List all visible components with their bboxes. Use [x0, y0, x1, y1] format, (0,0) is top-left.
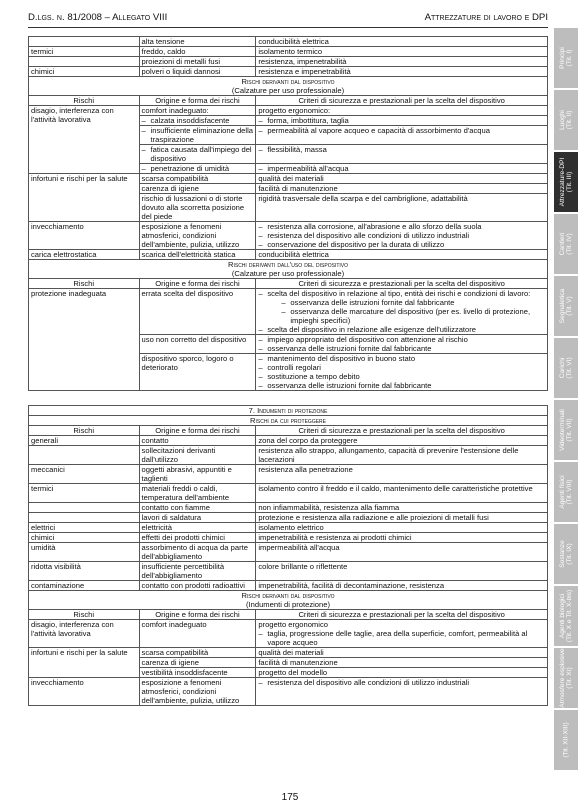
table-row: [29, 250, 548, 260]
table-row: [29, 484, 548, 503]
cell-origine: dispositivo sporco, logoro o deteriorato: [139, 354, 256, 391]
cell-rischio: [29, 446, 140, 465]
cell-origine: alta tensione: [139, 37, 256, 47]
cell-rischio: termici: [29, 484, 140, 503]
list-item: – conservazione del dispositivo per la durata di utilizzo: [258, 240, 545, 249]
cell-criteri: isolamento elettrico: [256, 523, 548, 533]
table-row: [29, 503, 548, 513]
cell-criteri: resistenza allo strappo, allungamento, capacità di prevenire l'estensione delle lacerazioni: [256, 446, 548, 465]
cell-origine: comfort inadeguato: [139, 620, 256, 648]
list-item: – taglia, progressione delle taglie, area della superficie, comfort, permeabilità al vapore acqueo: [258, 629, 545, 647]
cell-criteri: impenetrabilità, facilità di decontaminazione, resistenza: [256, 581, 548, 591]
list-item: – mantenimento del dispositivo in buono stato: [258, 354, 545, 363]
cell-origine: contatto con fiamme: [139, 503, 256, 513]
cell-origine: vestibilità insoddisfacente: [139, 668, 256, 678]
section-title: Rischi derivanti dal dispositivo: [241, 591, 335, 600]
cell-rischio: generali: [29, 436, 140, 446]
cell-origine: scarica dell'elettricità statica: [139, 250, 256, 260]
cell-criteri: impenetrabilità e resistenza ai prodotti chimici: [256, 533, 548, 543]
cell-rischio: disagio, interferenza con l'attività lavorativa: [29, 620, 140, 648]
cell-rischio: termici: [29, 47, 140, 57]
list-item: – flessibilità, massa: [258, 145, 545, 154]
chapter-tab: [554, 524, 578, 584]
col-header-criteri: Criteri di sicurezza e prestazionali per la scelta del dispositivo: [256, 610, 548, 620]
cell-criteri: resistenza alla penetrazione: [256, 465, 548, 484]
col-header-origine: Origine e forma dei rischi: [139, 426, 256, 436]
list-item: – osservanza delle istruzioni fornite dal fabbricante: [281, 298, 545, 307]
cell-criteri: qualità dei materiali: [256, 174, 548, 184]
cell-rischio: contaminazione: [29, 581, 140, 591]
chapter-tab-label: Segnaletica (Tit. V): [559, 288, 573, 324]
section-subtitle: (Indumenti di protezione): [246, 600, 330, 609]
column-headers: [29, 426, 548, 436]
cell-origine: carenza di igiene: [139, 184, 256, 194]
list-item: – scelta del dispositivo in relazione alle esigenze dell'utilizzatore: [258, 325, 545, 334]
table-row: [29, 513, 548, 523]
cell-origine: elettricità: [139, 523, 256, 533]
cell-rischio: infortuni e rischi per la salute: [29, 648, 140, 678]
chapter-tab-label: Carichi (Tit. VI): [559, 357, 573, 379]
table-row: [29, 174, 548, 184]
cell-rischio: protezione inadeguata: [29, 289, 140, 391]
chapter-tab-label: Agenti fisici (Tit. VIII): [559, 475, 573, 509]
rows-rischi: [29, 436, 548, 591]
table-row: [29, 562, 548, 581]
list-item: – insufficiente eliminazione della traspirazione: [142, 126, 254, 144]
list-item: – resistenza del dispositivo alle condizioni di utilizzo industriali: [258, 678, 545, 687]
table-row: [29, 67, 548, 77]
table-row: [29, 47, 548, 57]
cell-origine: contatto: [139, 436, 256, 446]
col-header-origine: Origine e forma dei rischi: [139, 96, 256, 106]
table-row: [29, 620, 548, 648]
col-header-origine: Origine e forma dei rischi: [139, 279, 256, 289]
cell-origine: esposizione a fenomeni atmosferici, condizioni dell'ambiente, pulizia, utilizzo: [139, 678, 256, 706]
table-row: [29, 446, 548, 465]
cell-rischio: chimici: [29, 533, 140, 543]
cell-origine: freddo, caldo: [139, 47, 256, 57]
chapter-tab: [554, 648, 578, 708]
cell-rischio: disagio, interferenza con l'attività lavorativa: [29, 106, 140, 174]
chapter-tab: [554, 710, 578, 770]
chapter-tab-label: Agenti biologici (Tit. X e Tit. X-bis): [559, 589, 573, 643]
table-row: [29, 436, 548, 446]
list-item: – resistenza alla corrosione, all'abrasione e allo sforzo della suola: [258, 222, 545, 231]
list-item: – osservanza delle istruzioni fornite dal fabbricante: [258, 344, 545, 353]
cell-criteri: conducibilità elettrica: [256, 250, 548, 260]
table-row: [29, 106, 548, 116]
cell-origine: materiali freddi o caldi, temperatura dell'ambiente: [139, 484, 256, 503]
table-row: [29, 37, 548, 47]
col-header-rischi: Rischi: [29, 610, 140, 620]
cell-origine: contatto con prodotti radioattivi: [139, 581, 256, 591]
chapter-tab: [554, 400, 578, 460]
chapter-tab-label: (Tit. XII-XIII): [562, 722, 570, 758]
section-header: [29, 591, 548, 610]
cell-criteri: conducibilità elettrica: [256, 37, 548, 47]
chapter-tab-label: Sostanze (Tit. IX): [559, 540, 573, 568]
cell-criteri: resistenza e impenetrabilità: [256, 67, 548, 77]
chapter-tab-label: Principi (Tit. I): [559, 47, 573, 69]
page-number: 175: [281, 792, 299, 803]
cell-origine: assorbimento di acqua da parte dell'abbigliamento: [139, 543, 256, 562]
list-item: – osservanza delle marcature del dispositivo (per es. livello di protezione, impieghi specifici): [281, 307, 545, 325]
chapter-tab: [554, 214, 578, 274]
table-row: [29, 581, 548, 591]
cell-rischio: infortuni e rischi per la salute: [29, 174, 140, 222]
list-item: – impermeabilità all'acqua: [258, 164, 545, 173]
section-title: Rischi derivanti dal dispositivo: [241, 77, 335, 86]
list-item: – controlli regolari: [258, 363, 545, 372]
chapter-tab: [554, 586, 578, 646]
col-header-rischi: Rischi: [29, 426, 140, 436]
list-item: – osservanza delle istruzioni fornite dal fabbricante: [258, 381, 545, 390]
chapter-tab-label: Atmosfere esplosive (Tit. XI): [559, 648, 573, 708]
list-item: – scelta del dispositivo in relazione al tipo, entità dei rischi e condizioni di lavoro: – osservanza delle istruzioni fornite dal fabbricante – osservanza delle marcature del dispositivo (per es. livello di protezione, impieghi specifici): [258, 289, 545, 325]
cell-origine: oggetti abrasivi, appuntiti e taglienti: [139, 465, 256, 484]
chapter-tab-label: Cantieri (Tit. IV): [559, 232, 573, 256]
col-header-criteri: Criteri di sicurezza e prestazionali per la scelta del dispositivo: [256, 96, 548, 106]
section-title: Rischi da cui proteggere: [29, 416, 548, 426]
cell-rischio: elettrici: [29, 523, 140, 533]
cell-origine: scarsa compatibilità: [139, 648, 256, 658]
table-row: [29, 648, 548, 658]
cell-rischio: ridotta visibilità: [29, 562, 140, 581]
cell-criteri: non infiammabilità, resistenza alla fiamma: [256, 503, 548, 513]
chapter-tab: [554, 152, 578, 212]
cell-origine: scarsa compatibilità: [139, 174, 256, 184]
header-right: Attrezzature di lavoro e DPI: [424, 12, 548, 23]
chapter-tab-label: Luoghi (Tit. II): [559, 110, 573, 130]
cell-rischio: invecchiamento: [29, 222, 140, 250]
cell-rischio: [29, 513, 140, 523]
chapter-tab: [554, 462, 578, 522]
cell-criteri: progetto ergonomico: [258, 620, 328, 629]
list-item: – sostituzione a tempo debito: [258, 372, 545, 381]
chapter-tab: [554, 90, 578, 150]
chapter-tab: [554, 338, 578, 398]
column-headers: [29, 96, 548, 106]
running-header: [28, 9, 548, 28]
table-title-row: [29, 406, 548, 416]
cell-origine: polveri o liquidi dannosi: [139, 67, 256, 77]
table-row: [29, 678, 548, 706]
cell-criteri: zona del corpo da proteggere: [256, 436, 548, 446]
page-content: [28, 36, 548, 706]
cell-criteri: impermeabilità all'acqua: [256, 543, 548, 562]
cell-rischio: [29, 37, 140, 47]
cell-criteri: rigidità trasversale della scarpa e del cambriglione, adattabilità: [256, 194, 548, 222]
section-header: [29, 416, 548, 426]
list-item: – permeabilità al vapore acqueo e capacità di assorbimento d'acqua: [258, 126, 545, 135]
cell-rischio: [29, 503, 140, 513]
table-calzature: [28, 36, 548, 391]
cell-rischio: meccanici: [29, 465, 140, 484]
cell-origine: effetti dei prodotti chimici: [139, 533, 256, 543]
cell-criteri: protezione e resistenza alla radiazione e alle proiezioni di metalli fusi: [256, 513, 548, 523]
col-header-criteri: Criteri di sicurezza e prestazionali per la scelta del dispositivo: [256, 426, 548, 436]
header-left: D.lgs. n. 81/2008 – Allegato VIII: [28, 12, 168, 23]
chapter-tabs: [554, 28, 578, 772]
cell-rischio: chimici: [29, 67, 140, 77]
cell-origine: uso non corretto del dispositivo: [139, 335, 256, 354]
cell-criteri: qualità dei materiali: [256, 648, 548, 658]
section-header: [29, 260, 548, 279]
section-title: Rischi derivanti dall'uso del dispositivo: [227, 260, 349, 269]
list-item: – penetrazione di umidità: [142, 164, 254, 173]
list-item: – impiego appropriato del dispositivo con attenzione al rischio: [258, 335, 545, 344]
section-subtitle: (Calzature per uso professionale): [231, 269, 345, 278]
table-indumenti: [28, 405, 548, 706]
table-row: [29, 533, 548, 543]
list-item: – resistenza del dispositivo alle condizioni di utilizzo industriali: [258, 231, 545, 240]
section-subtitle: (Calzature per uso professionale): [231, 86, 345, 95]
col-header-rischi: Rischi: [29, 279, 140, 289]
chapter-tab-label: Videoterminali (Tit. VII): [559, 409, 573, 451]
table-row: [29, 465, 548, 484]
col-header-origine: Origine e forma dei rischi: [139, 610, 256, 620]
cell-origine: sollecitazioni derivanti dall'utilizzo: [139, 446, 256, 465]
table-row: [29, 289, 548, 335]
cell-origine: insufficiente percettibilità dell'abbigliamento: [139, 562, 256, 581]
col-header-criteri: Criteri di sicurezza e prestazionali per la scelta del dispositivo: [256, 279, 548, 289]
cell-rischio: carica elettrostatica: [29, 250, 140, 260]
chapter-tab: [554, 28, 578, 88]
cell-rischio: umidità: [29, 543, 140, 562]
table-gap: [28, 391, 548, 405]
column-headers: [29, 610, 548, 620]
col-header-rischi: Rischi: [29, 96, 140, 106]
cell-origine: comfort inadeguato:: [139, 106, 256, 116]
section-header: [29, 77, 548, 96]
cell-origine: carenza di igiene: [139, 658, 256, 668]
cell-criteri: facilità di manutenzione: [256, 658, 548, 668]
cell-criteri: progetto ergonomico:: [256, 106, 548, 116]
table-row: [29, 543, 548, 562]
list-item: – fatica causata dall'impiego del dispositivo: [142, 145, 254, 163]
cell-rischio: invecchiamento: [29, 678, 140, 706]
cell-origine: errata scelta del dispositivo: [139, 289, 256, 335]
table-title: 7. Indumenti di protezione: [29, 406, 548, 416]
table-row: [29, 523, 548, 533]
cell-origine: esposizione a fenomeni atmosferici, condizioni dell'ambiente, pulizia, utilizzo: [139, 222, 256, 250]
table-row: [29, 57, 548, 67]
column-headers: [29, 279, 548, 289]
cell-origine: rischio di lussazioni o di storte dovuto alla scorretta posizione del piede: [139, 194, 256, 222]
list-item: – forma, imbottitura, taglia: [258, 116, 545, 125]
cell-origine: lavori di saldatura: [139, 513, 256, 523]
cell-origine: proiezioni di metalli fusi: [139, 57, 256, 67]
cell-criteri: resistenza, impenetrabilità: [256, 57, 548, 67]
cell-criteri: isolamento termico: [256, 47, 548, 57]
chapter-tab: [554, 276, 578, 336]
table-row: [29, 222, 548, 250]
chapter-tab-label: Attrezzature-DPI (Tit. III): [559, 157, 573, 207]
cell-criteri: isolamento contro il freddo e il caldo, mantenimento delle caratteristiche protettive: [256, 484, 548, 503]
cell-criteri: progetto del modello: [256, 668, 548, 678]
cell-rischio: [29, 57, 140, 67]
list-item: – calzata insoddisfacente: [142, 116, 254, 125]
cell-criteri: colore brillante o riflettente: [256, 562, 548, 581]
cell-criteri: facilità di manutenzione: [256, 184, 548, 194]
